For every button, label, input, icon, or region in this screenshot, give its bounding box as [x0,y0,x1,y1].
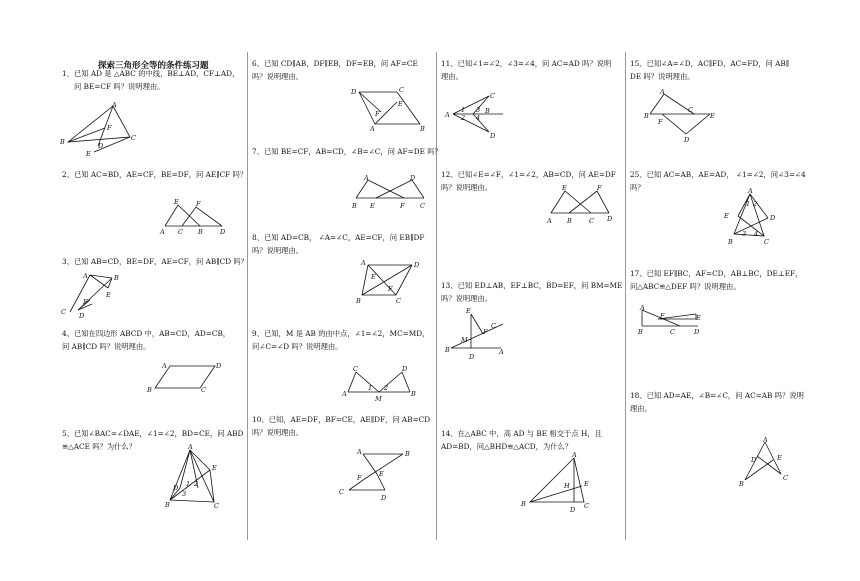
label: 3 [476,106,481,114]
question-15 [630,58,789,83]
label: C [589,217,594,225]
label: F [660,312,665,320]
label: B [352,202,357,210]
label: E [106,291,111,299]
label: A [188,443,193,451]
label: F [388,285,393,293]
question-text: 14、在△ABC 中，高 AD 与 BE 相交于点 H，且 [441,429,602,438]
label: C [688,106,693,114]
label: 2 [194,480,199,488]
question-text: 13、已知 ED⊥AB，EF⊥BC，BD=EF，问 BM=ME [441,281,623,290]
label: 1 [746,200,751,208]
label: F [658,118,663,126]
label: 2 [384,384,389,392]
question-text: 吗？说明理由。 [252,71,304,81]
question-1 [62,68,239,93]
label: D [469,353,475,361]
question-text: 17、已知 EF∥BC，AF=CD，AB⊥BC，DE⊥EF， [630,269,803,278]
label: 4 [476,114,481,122]
label: 1 [368,384,373,392]
label: 2 [461,114,466,122]
label: A [763,436,768,444]
figure-18 [735,434,795,490]
label: A [445,111,450,119]
label: D [684,136,690,144]
label: E [174,198,179,206]
label: B [445,346,450,354]
question-text: 7、已知 BE=CF，AB=CD，∠B=∠C，问 AF=DE 吗？ [252,147,442,156]
label: B [567,217,572,225]
label: M [461,336,468,344]
label: E [710,112,715,120]
label: C [178,228,183,236]
label: D [490,132,496,140]
question-text: 吗？ [630,182,645,192]
label: H [564,482,570,490]
question-text: 1、已知 AD 是 △ABC 的中线，BE⊥AD，CF⊥AD， [62,69,240,78]
label: F [400,202,405,210]
label: D [220,228,226,236]
question-10 [252,414,430,439]
label: A [112,101,117,109]
label: B [198,228,203,236]
label: E [379,470,384,478]
figure-15 [638,86,723,142]
question-text: DE 吗？说明理由。 [630,71,695,81]
label: D [216,362,222,370]
label: B [356,297,361,305]
question-text: 12、已知∠E=∠F，∠1=∠2，AB=CD，问 AE=DF [441,170,616,179]
question-8 [252,232,424,257]
question-text: 问∠C=∠D 吗？说明理由。 [252,341,343,351]
question-text: 3、已知 AB=CD，BE=DF，AE=CF，问 AB∥CD 吗？ [62,257,248,266]
label: C [491,322,496,330]
figure-3 [58,270,128,320]
label: B [644,112,649,120]
label: A [342,390,347,398]
label: C [131,134,136,142]
figure-10 [335,446,415,506]
label: F [107,124,112,132]
label: F [597,184,602,192]
label: F [196,200,201,208]
question-7 [252,146,442,159]
label: F [375,110,380,118]
label: D [694,328,700,336]
question-text: 理由。 [630,403,652,413]
figure-7 [348,172,433,214]
question-11 [441,58,611,83]
label: D [770,214,776,222]
question-6 [252,58,418,83]
label: B [114,274,119,282]
label: E [398,100,403,108]
question-text: 吗？说明理由。 [441,293,493,303]
column-divider [436,52,437,540]
question-text: 9、已知，M 是 AB 的由中点，∠1=∠2，MC=MD， [252,329,430,338]
label: B [147,386,152,394]
label: C [61,308,66,316]
figure-25 [722,188,792,250]
label: E [777,454,782,462]
label: D [751,456,757,464]
label: A [748,187,753,195]
label: A [547,217,552,225]
label: D [570,506,576,514]
question-18 [630,390,804,415]
label: B [60,138,65,146]
question-text: 吗？说明理由。 [441,182,493,192]
label: C [396,297,401,305]
question-text: 吗？说明理由。 [252,245,304,255]
label: B [420,125,425,133]
label: D [414,261,420,269]
label: B [405,450,410,458]
label: B [411,390,416,398]
label: D [410,174,416,182]
label: E [696,314,701,322]
label: 3 [742,230,747,238]
question-text: 理由。 [441,71,463,81]
figure-8 [352,257,422,305]
question-text: 10、已知，AE=DF，BF=CE，AE∥DF，问 AB=CD [252,415,431,424]
question-4 [62,328,230,353]
label: C [201,386,206,394]
label: 1 [461,106,466,114]
question-text: 5、已知∠BAC=∠DAE，∠1=∠2，BD=CE，问 ABD [62,429,244,438]
question-14 [441,428,602,453]
label: E [86,150,91,158]
label: B [739,480,744,488]
question-text: 15、已知∠A=∠D，AC∥FD，AC=FD，问 AB∥ [630,59,790,68]
label: D [351,88,357,96]
label: F [483,328,488,336]
figure-1 [58,100,148,160]
label: 4 [754,230,759,238]
label: A [640,304,645,312]
label: C [584,502,589,510]
label: B [165,501,170,509]
label: F [83,298,88,306]
label: A [364,174,369,182]
question-text: 问 AB∥CD 吗？说明理由。 [62,341,151,351]
label: C [670,328,675,336]
question-text: 8、已知 AD=CB， ∠A=∠C，AE=CF，问 EB∥DF [252,233,425,242]
column-divider [247,52,248,540]
figure-6 [345,84,430,134]
question-3 [62,256,248,269]
question-17 [630,268,802,293]
label: A [162,362,167,370]
figure-14 [518,452,598,514]
label: C [490,92,495,100]
label: F [357,474,362,482]
label: 1 [186,480,191,488]
label: A [160,228,165,236]
label: M [375,395,382,403]
label: C [339,488,344,496]
question-text: AD=BD，问△BHD≌△ACD，为什么？ [441,441,573,451]
label: A [660,88,665,96]
label: E [584,480,589,488]
label: C [420,202,425,210]
label: D [381,494,387,502]
label: E [370,202,375,210]
question-13 [441,280,622,305]
column-divider [625,52,626,540]
label: E [724,212,729,220]
label: D [98,142,104,150]
label: 2 [753,200,758,208]
label: 3 [182,490,187,498]
label: A [361,259,366,267]
label: B [638,328,643,336]
label: E [562,184,567,192]
question-text: 4、已知在四边形 ABCD 中，AB=CD，AD=CB， [62,329,231,338]
figure-2 [160,196,235,236]
question-9 [252,328,429,353]
label: B [728,238,733,246]
label: A [83,272,88,280]
figure-13 [443,304,513,366]
question-text: 25、已知 AC=AB，AE=AD， ∠1=∠2，问∠3=∠4 [630,170,806,179]
question-text: 问△ABC≌△DEF 吗？说明理由。 [630,281,741,291]
figure-11 [443,90,513,140]
label: E [466,307,471,315]
figure-5 [162,444,232,510]
page-title: 探索三角形全等的条件练习题 [98,61,209,71]
label: A [370,125,375,133]
label: E [371,273,376,281]
question-text: ≌△ACE 吗？为什么？ [62,441,137,451]
question-text: 6、已知 CD∥AB，DF∥EB，DF=EB，问 AF=CE [252,59,418,68]
label: A [572,451,577,459]
label: C [783,474,788,482]
label: A [357,448,362,456]
label: D [607,215,613,223]
label: D [173,484,179,492]
label: C [353,365,358,373]
figure-9 [340,362,420,404]
question-text: 11、已知∠1=∠2，∠3=∠4，问 AC=AD 吗？说明 [441,59,612,68]
label: D [79,312,85,320]
question-text: 2、已知 AC=BD，AE=CF，BE=DF，问 AE∥CF 吗？ [62,170,248,179]
question-text: 问 BE=CF 吗？说明理由。 [74,81,165,91]
label: B [521,500,526,508]
question-text: 18、已知 AD=AE，∠B=∠C，问 AC=AB 吗？说明 [630,391,804,400]
label: E [212,464,217,472]
question-text: 吗？说明理由。 [252,427,304,437]
label: C [764,238,769,246]
figure-12 [545,183,625,227]
label: C [214,502,219,510]
label: D [402,365,408,373]
label: A [499,348,504,356]
question-2 [62,169,247,182]
figure-4 [145,360,225,395]
figure-17 [634,302,714,342]
label: B [485,107,490,115]
label: C [399,86,404,94]
